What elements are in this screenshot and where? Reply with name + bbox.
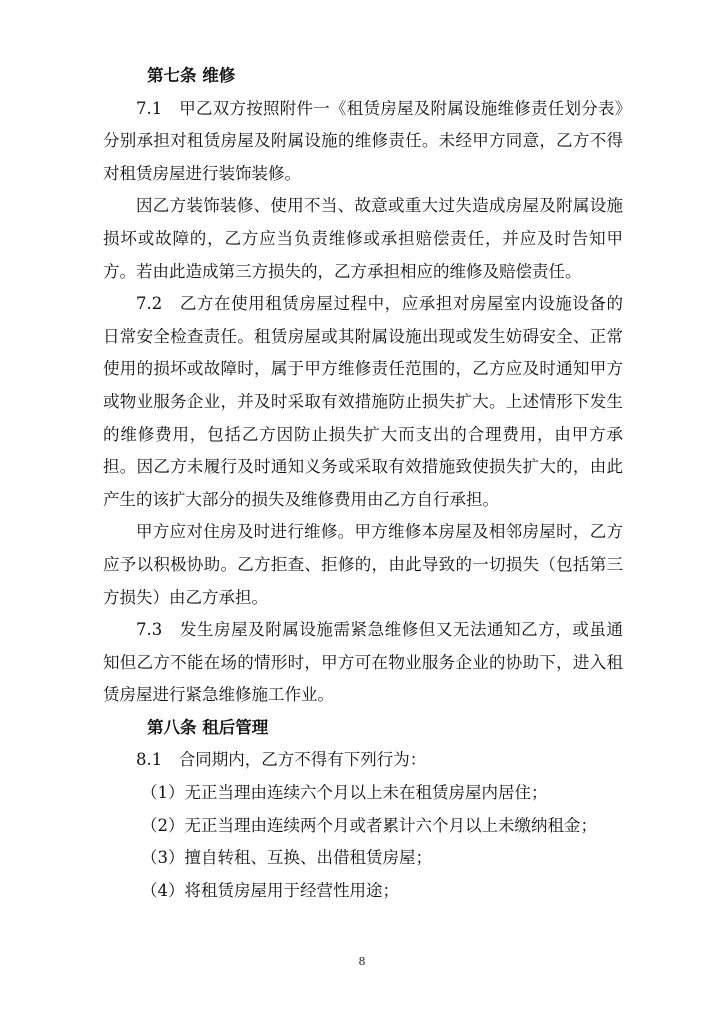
list-item-2: （2）无正当理由连续两个月或者累计六个月以上未缴纳租金； [141,815,597,835]
clause-8-1: 8.1 合同期内，乙方不得有下列行为： [136,750,427,770]
clause-7-1: 7.1 甲乙双方按照附件一《租赁房屋及附属设施维修责任划分表》分别承担对租赁房屋及附属设施的维修责任。未经甲方同意，乙方不得对租赁房屋进行装饰装修。 [103,98,623,183]
paragraph-landlord-repair: 甲方应对住房及时进行维修。甲方维修本房屋及相邻房屋时，乙方应予以积极协助。乙方拒查、拒修的，由此导致的一切损失（包括第三方损失）由乙方承担。 [103,522,623,607]
list-item-3: （3）擅自转租、互换、出借租赁房屋； [141,848,432,868]
list-item-1: （1）无正当理由连续六个月以上未在租赁房屋内居住； [141,783,548,803]
page-number: 8 [358,955,366,968]
section-heading-article-8: 第八条 租后管理 [147,717,269,737]
clause-7-3: 7.3 发生房屋及附属设施需紧急维修但又无法通知乙方，或虽通知但乙方不能在场的情形时，甲方可在物业服务企业的协助下，进入租赁房屋进行紧急维修施工作业。 [103,620,623,705]
paragraph-decoration-damage: 因乙方装饰装修、使用不当、故意或重大过失造成房屋及附属设施损坏或故障的，乙方应当负责维修或承担赔偿责任，并应及时告知甲方。若由此造成第三方损失的，乙方承担相应的维修及赔偿责任。 [103,196,623,281]
section-heading-article-7: 第七条 维修 [147,66,236,85]
clause-7-2: 7.2 乙方在使用租赁房屋过程中，应承担对房屋室内设施设备的日常安全检查责任。租赁房屋或其附属设施出现或发生妨碍安全、正常使用的损坏或故障时，属于甲方维修责任范围的，乙方应及时通知甲方或物业服务企业，并及时采取有效措施防止损失扩大。上述情形下发生的维修费用，包括乙方因防止损失扩大而支出的合理费用，由甲方承担。因乙方未履行及时通知义务或采取有效措施致使损失扩大的，由此产生的该扩大部分的损失及维修费用由乙方自行承担。 [103,294,623,509]
document-body [103,60,623,907]
list-item-4: （4）将租赁房屋用于经营性用途； [141,880,399,900]
